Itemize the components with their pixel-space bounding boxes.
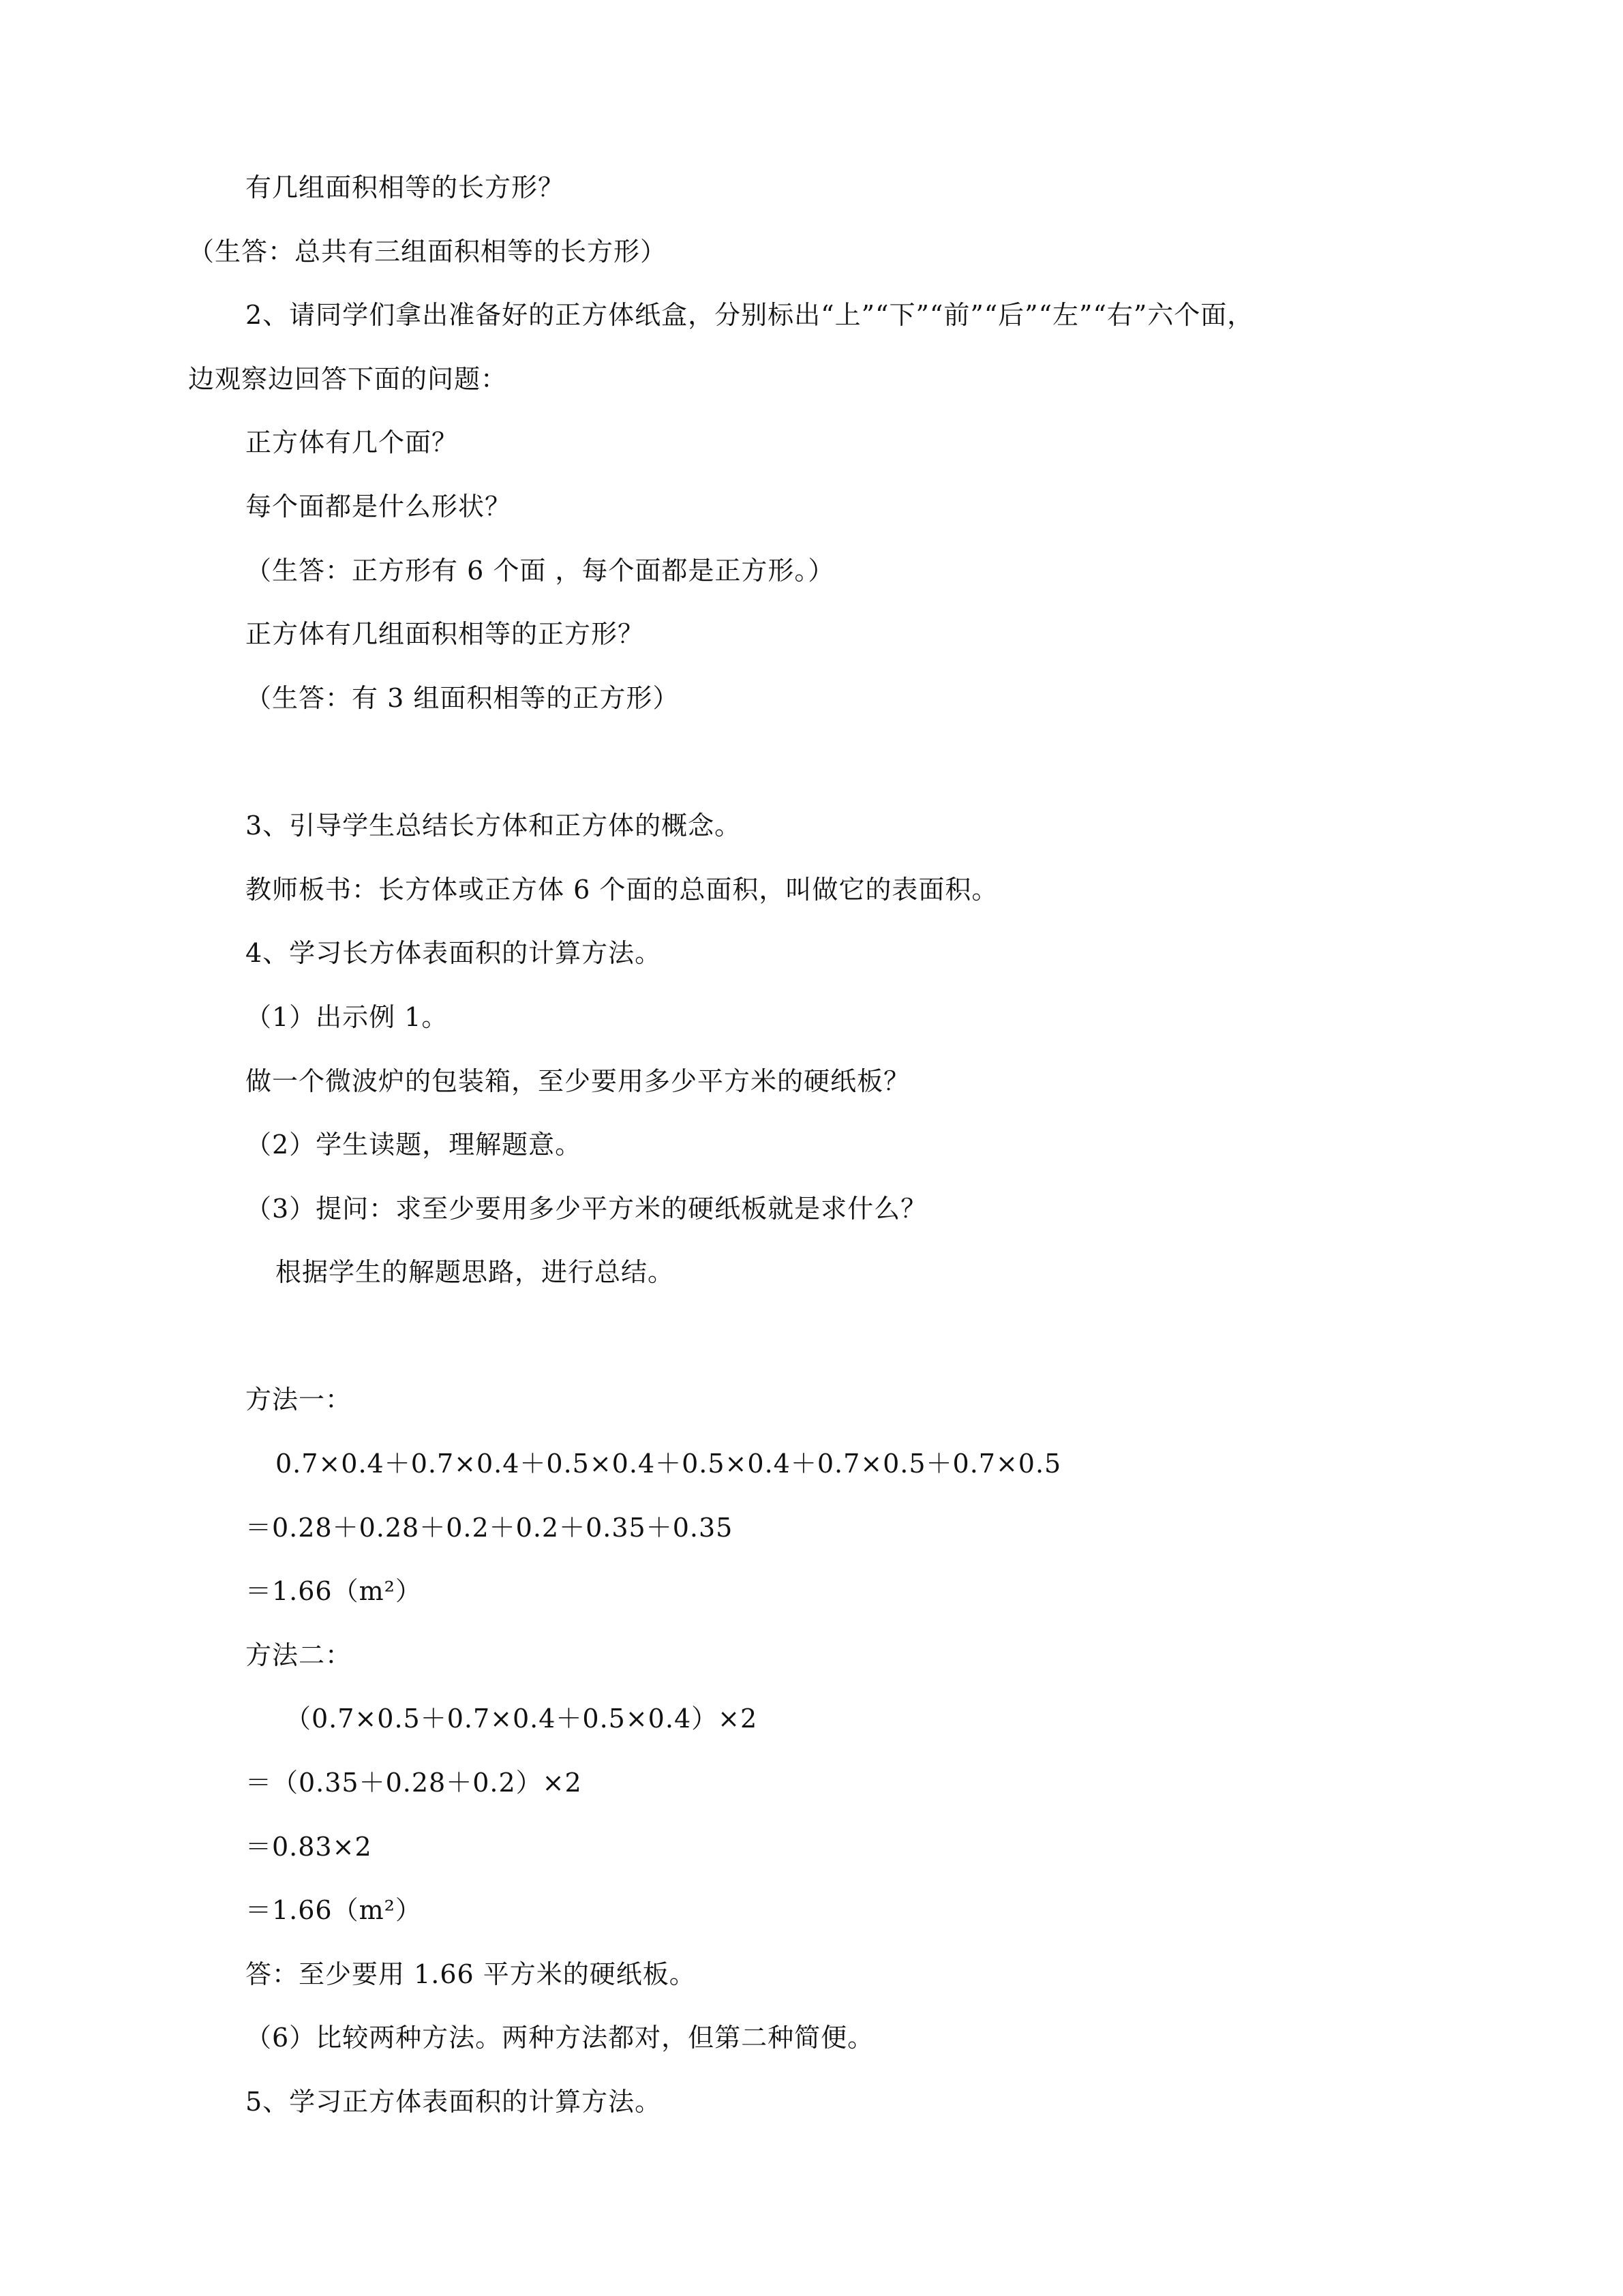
substep-3: （3）提问：求至少要用多少平方米的硬纸板就是求什么？ <box>245 1194 928 1224</box>
method-1-expression: 0.7×0.4＋0.7×0.4＋0.5×0.4＋0.5×0.4＋0.7×0.5＋0.7×0.5 <box>275 1449 1062 1479</box>
method-2-expression: （0.7×0.5＋0.7×0.4＋0.5×0.4）×2 <box>285 1704 758 1734</box>
method-2-step-2: ＝0.83×2 <box>245 1832 372 1862</box>
student-answer-equal-squares: （生答：有 3 组面积相等的正方形） <box>245 683 680 713</box>
step-5-heading: 5、学习正方体表面积的计算方法。 <box>245 2087 662 2117</box>
method-2-step-1: ＝（0.35＋0.28＋0.2）×2 <box>245 1768 582 1798</box>
step-2-instruction-continued: 边观察边回答下面的问题： <box>188 364 508 394</box>
step-4-heading: 4、学习长方体表面积的计算方法。 <box>245 938 662 968</box>
method-1-step-1: ＝0.28＋0.28＋0.2＋0.2＋0.35＋0.35 <box>245 1513 733 1543</box>
method-2-label: 方法二： <box>245 1640 352 1670</box>
method-1-result: ＝1.66（m²） <box>245 1576 422 1606</box>
question-cube-faces: 正方体有几个面？ <box>245 427 459 457</box>
step-3-heading: 3、引导学生总结长方体和正方体的概念。 <box>245 811 742 841</box>
substep-6-comparison: （6）比较两种方法。两种方法都对，但第二种简便。 <box>245 2023 875 2053</box>
question-rectangles-equal-area: 有几组面积相等的长方形？ <box>245 172 565 202</box>
step-2-instruction: 2、请同学们拿出准备好的正方体纸盒，分别标出“上”“下”“前”“后”“左”“右”六个面， <box>245 300 1254 330</box>
example-1-question: 做一个微波炉的包装箱，至少要用多少平方米的硬纸板？ <box>245 1066 911 1096</box>
example-1-label: （1）出示例 1。 <box>245 1002 449 1032</box>
question-face-shape: 每个面都是什么形状？ <box>245 492 512 522</box>
substep-2: （2）学生读题，理解题意。 <box>245 1130 582 1160</box>
method-1-label: 方法一： <box>245 1385 352 1415</box>
summary-note: 根据学生的解题思路，进行总结。 <box>275 1257 675 1287</box>
student-answer-rectangles: （生答：总共有三组面积相等的长方形） <box>188 237 667 267</box>
answer-line: 答：至少要用 1.66 平方米的硬纸板。 <box>245 1959 696 1989</box>
teacher-board-note: 教师板书：长方体或正方体 6 个面的总面积，叫做它的表面积。 <box>245 875 999 905</box>
method-2-result: ＝1.66（m²） <box>245 1895 422 1925</box>
student-answer-cube-faces: （生答：正方形有 6 个面 ，每个面都是正方形。） <box>245 556 835 586</box>
question-equal-squares: 正方体有几组面积相等的正方形？ <box>245 619 645 649</box>
